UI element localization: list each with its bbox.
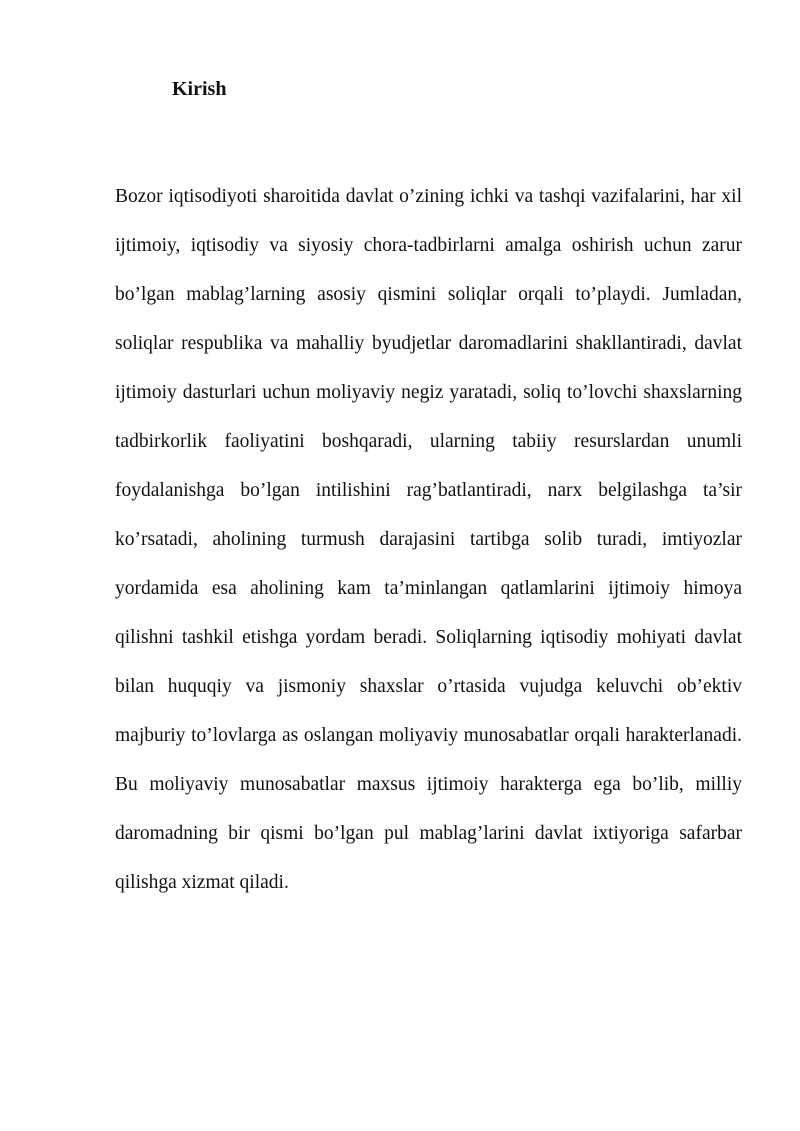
body-paragraph: Bozor iqtisodiyoti sharoitida davlat o’zining ichki va tashqi vazifalarini, har xil ijtimoiy, iqtisodiy va siyosiy chora-tadbirlarni amalga oshirish uchun zarur bo’lgan mablag’larning asosiy qismini soliqlar orqali to’playdi. Jumladan, soliqlar respublika va mahalliy byudjetlar daromadlarini shakllantiradi, davlat ijtimoiy dasturlari uchun moliyaviy negiz yaratadi, soliq to’lovchi shaxslarning tadbirkorlik faoliyatini boshqaradi, ularning tabiiy resurslardan unumli foydalanishga bo’lgan intilishini rag’batlantiradi, narx belgilashga ta’sir ko’rsatadi, aholining turmush darajasini tartibga solib turadi, imtiyozlar yordamida esa aholining kam ta’minlangan qatlamlarini ijtimoiy himoya qilishni tashkil etishga yordam beradi. Soliqlarning iqtisodiy mohiyati davlat bilan huquqiy va jismoniy shaxslar o’rtasida vujudga keluvchi ob’ektiv majburiy to’lovlarga as oslangan moliyaviy munosabatlar orqali harakterlanadi. Bu moliyaviy munosabatlar maxsus ijtimoiy harakterga ega bo’lib, milliy daromadning bir qismi bo’lgan pul mablag’larini davlat ixtiyoriga safarbar qilishga xizmat qiladi. xyxy=(115,186,742,893)
section-heading: Kirish xyxy=(172,78,227,100)
